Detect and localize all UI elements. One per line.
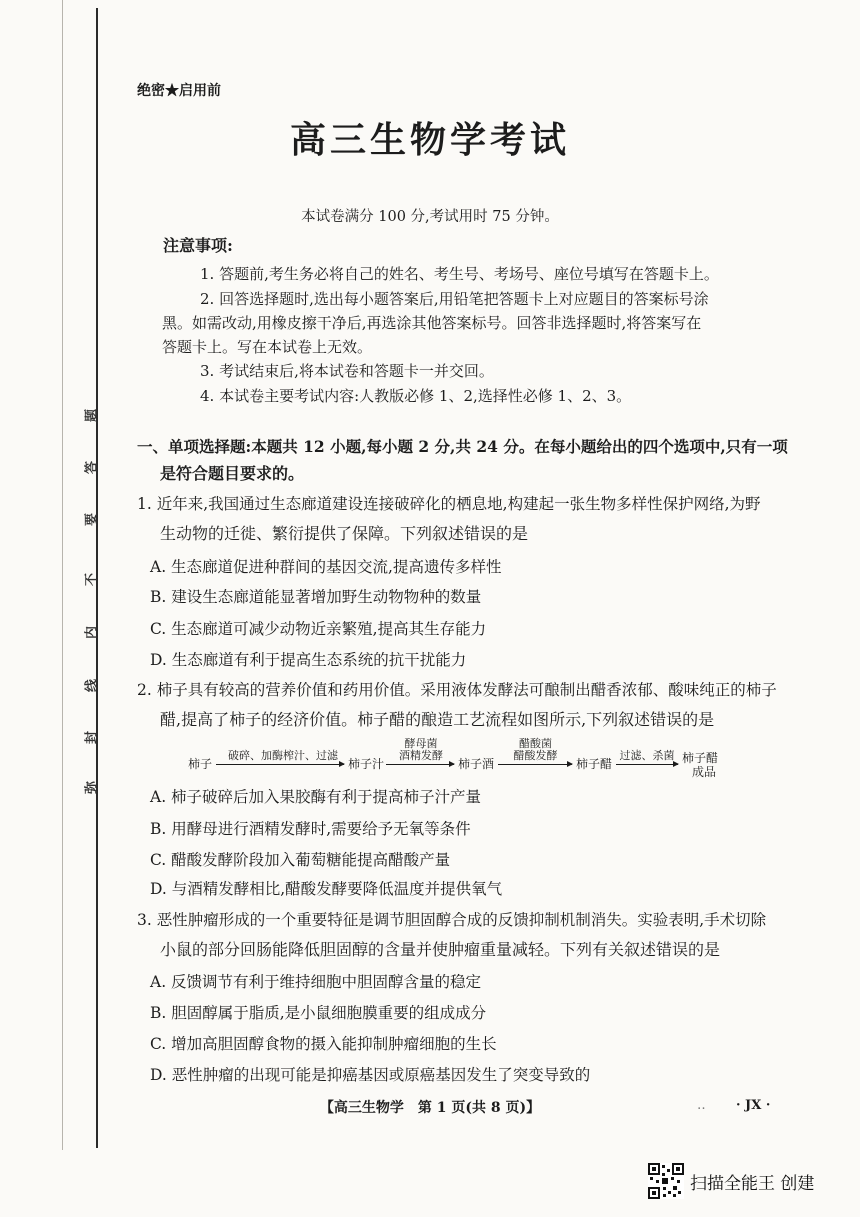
q2-option-b: B. 用酵母进行酒精发酵时,需要给予无氧等条件 bbox=[150, 820, 471, 838]
question-1-stem-cont: 生动物的迁徙、繁衍提供了保障。下列叙述错误的是 bbox=[160, 524, 529, 543]
margin-rule-outer bbox=[62, 0, 63, 1150]
section-heading-cont: 是符合题目要求的。 bbox=[160, 464, 305, 483]
q1-option-a: A. 生态廊道促进种群间的基因交流,提高遗传多样性 bbox=[150, 558, 502, 576]
seal-char: 题 bbox=[84, 409, 100, 423]
seal-char: 内 bbox=[84, 626, 100, 640]
notice-item: 1. 答题前,考生务必将自己的姓名、考生号、考场号、座位号填写在答题卡上。 bbox=[200, 265, 719, 283]
scanner-label: 扫描全能王 创建 bbox=[690, 1173, 815, 1194]
flow-step-label: 醋酸发酵 bbox=[513, 749, 558, 762]
flow-arrow bbox=[386, 764, 454, 765]
seal-char: 不 bbox=[84, 573, 100, 587]
exam-info: 本试卷满分 100 分,考试用时 75 分钟。 bbox=[301, 209, 559, 225]
notice-item: 2. 回答选择题时,选出每小题答案后,用铅笔把答题卡上对应题目的答案标号涂 bbox=[200, 290, 709, 308]
q3-option-b: B. 胆固醇属于脂质,是小鼠细胞膜重要的组成成分 bbox=[150, 1004, 487, 1022]
seal-char: 封 bbox=[84, 731, 100, 745]
flow-arrow bbox=[498, 764, 572, 765]
flow-arrow bbox=[216, 764, 344, 765]
notice-item: 4. 本试卷主要考试内容:人教版必修 1、2,选择性必修 1、2、3。 bbox=[200, 387, 632, 405]
seal-line-text bbox=[80, 398, 100, 798]
section-heading: 一、单项选择题:本题共 12 小题,每小题 2 分,共 24 分。在每小题给出的四个选项中,只有一项 bbox=[137, 437, 788, 456]
q3-option-c: C. 增加高胆固醇食物的摄入能抑制肿瘤细胞的生长 bbox=[150, 1035, 497, 1053]
footer-code: · JX · bbox=[736, 1098, 771, 1113]
q1-option-c: C. 生态廊道可减少动物近亲繁殖,提高其生存能力 bbox=[150, 620, 487, 638]
q3-option-a: A. 反馈调节有利于维持细胞中胆固醇含量的稳定 bbox=[150, 973, 482, 991]
q1-option-b: B. 建设生态廊道能显著增加野生动物物种的数量 bbox=[150, 588, 482, 606]
flow-step-label: 醋酸菌 bbox=[519, 737, 552, 750]
flow-step-label: 酒精发酵 bbox=[399, 749, 443, 762]
flow-node-product-sub: 成品 bbox=[692, 765, 717, 779]
flow-node-vinegar: 柿子醋 bbox=[576, 757, 613, 771]
scanner-watermark bbox=[648, 1163, 814, 1199]
seal-char: 答 bbox=[84, 461, 100, 475]
q1-option-d: D. 生态廊道有利于提高生态系统的抗干扰能力 bbox=[150, 651, 467, 669]
q3-option-d: D. 恶性肿瘤的出现可能是抑癌基因或原癌基因发生了突变导致的 bbox=[150, 1066, 591, 1084]
notice-item: 答题卡上。写在本试卷上无效。 bbox=[162, 338, 373, 356]
seal-char: 弥 bbox=[84, 781, 100, 795]
q2-option-a: A. 柿子破碎后加入果胶酶有利于提高柿子汁产量 bbox=[150, 788, 482, 806]
q2-option-c: C. 醋酸发酵阶段加入葡萄糖能提高醋酸产量 bbox=[150, 851, 451, 869]
question-1-stem: 1. 近年来,我国通过生态廊道建设连接破碎化的栖息地,构建起一张生物多样性保护网络,为野 bbox=[137, 495, 761, 513]
page-footer: 【高三生物学 第 1 页(共 8 页)】 bbox=[319, 1100, 541, 1116]
question-3-stem: 3. 恶性肿瘤形成的一个重要特征是调节胆固醇合成的反馈抑制机制消失。实验表明,手术切除 bbox=[137, 911, 767, 929]
notice-item: 黑。如需改动,用橡皮擦干净后,再选涂其他答案标号。回答非选择题时,将答案写在 bbox=[162, 314, 702, 332]
notice-heading: 注意事项: bbox=[163, 236, 233, 255]
flow-node-juice: 柿子汁 bbox=[348, 757, 385, 771]
question-3-stem-cont: 小鼠的部分回肠能降低胆固醇的含量并使肿瘤重量减轻。下列有关叙述错误的是 bbox=[160, 940, 721, 959]
question-2-stem-cont: 醋,提高了柿子的经济价值。柿子醋的酿造工艺流程如图所示,下列叙述错误的是 bbox=[160, 710, 715, 729]
flow-arrow bbox=[616, 764, 678, 765]
flow-node-wine: 柿子酒 bbox=[458, 757, 495, 771]
q2-option-d: D. 与酒精发酵相比,醋酸发酵要降低温度并提供氧气 bbox=[150, 880, 503, 898]
flow-node-product: 柿子醋 bbox=[682, 751, 719, 765]
qr-code-icon bbox=[648, 1163, 684, 1199]
flow-step-label: 破碎、加酶榨汁、过滤 bbox=[228, 749, 338, 762]
notice-item: 3. 考试结束后,将本试卷和答题卡一并交回。 bbox=[200, 362, 494, 380]
exam-title: 高三生物学考试 bbox=[289, 120, 570, 161]
seal-char: 线 bbox=[84, 679, 100, 693]
flow-step-label: 过滤、杀菌 bbox=[619, 749, 675, 762]
flow-step-label: 酵母菌 bbox=[404, 737, 438, 750]
footer-mark: ‥ bbox=[697, 1098, 706, 1113]
question-2-stem: 2. 柿子具有较高的营养价值和药用价值。采用液体发酵法可酿制出醋香浓郁、酸味纯正的柿子 bbox=[137, 681, 777, 699]
process-flow-diagram bbox=[188, 735, 728, 779]
flow-node-persimmon: 柿子 bbox=[188, 757, 213, 771]
seal-char: 要 bbox=[84, 513, 100, 527]
confidential-label: 绝密★启用前 bbox=[137, 83, 221, 99]
